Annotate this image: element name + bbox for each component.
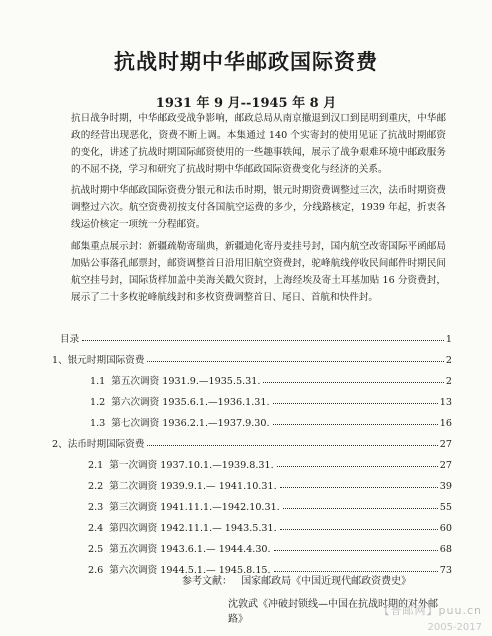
toc-leader bbox=[280, 529, 438, 530]
watermark-years: 2005-2017 bbox=[427, 622, 482, 633]
toc-item-number: 2.3 bbox=[88, 502, 104, 513]
toc-item-row bbox=[88, 517, 452, 534]
toc-page-number: 1 bbox=[445, 334, 452, 345]
toc-item-label: 第一次调资 1937.10.1.—1939.8.31. bbox=[109, 460, 274, 471]
paragraph-text: 抗日战争时期，中华邮政受战争影响，邮政总局从南京撤退到汉口到昆明到重庆，中华邮政的经营出现恶化，资费不断上调。本集通过 140 个实寄封的使用见证了抗战时期邮资的变化，讲述了抗战时期国际邮资使用的一些趣事轶闻，展示了战争艰难环境中邮政服务的不屈不挠，学习和研究了抗战时期中华邮政国际资费变化与经济的关系。 bbox=[71, 113, 446, 175]
toc-leader bbox=[273, 424, 438, 425]
toc-item-number: 2.4 bbox=[88, 523, 104, 534]
reference-item: 国家邮政局《中国近现代邮政资费史》 bbox=[241, 576, 412, 587]
toc-item-row bbox=[88, 496, 452, 513]
toc-item-label: 第六次调资 1944.5.1.— 1945.8.15. bbox=[109, 565, 271, 576]
reference-line bbox=[52, 572, 446, 587]
date-range: 1931 年 9 月--1945 年 8 月 bbox=[155, 96, 337, 111]
toc-page-number: 27 bbox=[439, 439, 452, 450]
toc-page-number: 13 bbox=[439, 397, 452, 408]
intro-paragraph bbox=[52, 110, 446, 178]
toc-section-row bbox=[52, 349, 452, 366]
toc-page-number: 27 bbox=[439, 460, 452, 471]
toc-page-number: 60 bbox=[439, 523, 452, 534]
toc-section-label: 法币时期国际资费 bbox=[67, 439, 145, 450]
toc-leader bbox=[274, 550, 438, 551]
toc-item-label: 第五次调资 1943.6.1.— 1944.4.30. bbox=[109, 544, 271, 555]
toc-page-number: 2 bbox=[445, 355, 452, 366]
toc-item-number: 2.1 bbox=[88, 460, 104, 471]
toc-item-row bbox=[90, 391, 452, 408]
toc-section-label: 银元时期国际资费 bbox=[67, 355, 145, 366]
toc-leader bbox=[277, 466, 438, 467]
toc-item-label: 第二次调资 1939.9.1.— 1941.10.31. bbox=[109, 481, 277, 492]
toc-leader bbox=[280, 487, 438, 488]
toc-item-number: 2.2 bbox=[88, 481, 104, 492]
toc-leader bbox=[82, 340, 444, 341]
toc-item-number: 1.1 bbox=[90, 376, 106, 387]
toc-leader bbox=[283, 508, 438, 509]
toc-item-number: 1.3 bbox=[90, 418, 106, 429]
toc-heading: 目录 bbox=[60, 334, 80, 345]
toc-section-number: 2、 bbox=[52, 439, 68, 450]
rates-paragraph bbox=[52, 182, 446, 233]
toc-page-number: 16 bbox=[439, 418, 452, 429]
toc-page-number: 39 bbox=[439, 481, 452, 492]
toc-section-row bbox=[52, 433, 452, 450]
toc-item-row bbox=[90, 412, 452, 429]
toc-item-label: 第六次调资 1935.6.1.—1936.1.31. bbox=[111, 397, 270, 408]
page-title: 抗战时期中华邮政国际资费 bbox=[114, 50, 378, 74]
toc-page-number: 68 bbox=[439, 544, 452, 555]
toc-leader bbox=[273, 403, 438, 404]
toc-section-number: 1、 bbox=[52, 355, 68, 366]
toc-item-label: 第三次调资 1941.11.1.—1942.10.31. bbox=[109, 502, 280, 513]
toc-item-number: 1.2 bbox=[90, 397, 106, 408]
toc-item-label: 第五次调资 1931.9.—1935.5.31. bbox=[111, 376, 261, 387]
paragraph-text: 邮集重点展示封：新疆疏勒寄瑞典，新疆迪化寄丹麦挂号封，国内航空改寄国际平函邮局加贴公事落孔邮票封，邮资调整首日沿用旧航空资费封，驼峰航线停收民间邮件时期民间航空挂号封，国际货样加盖中美海关戳欠资封，上海经埃及寄土耳基加贴 16 分资费封，展示了二十多枚驼峰航线封和多枚资费调整首日、尾日、首航和快件封。 bbox=[71, 241, 446, 303]
toc-page-number: 2 bbox=[445, 376, 452, 387]
toc-leader bbox=[147, 361, 443, 362]
references-label: 参考文献： bbox=[182, 576, 232, 587]
toc-item-label: 第四次调资 1942.11.1.— 1943.5.31. bbox=[109, 523, 277, 534]
toc-leader bbox=[147, 445, 437, 446]
reference-item: 沈敦武《冲破封锁线—中国在抗战时期的对外邮路》 bbox=[228, 599, 438, 625]
highlights-paragraph bbox=[52, 238, 446, 306]
toc-item-row bbox=[88, 475, 452, 492]
toc-page-number: 73 bbox=[439, 565, 452, 576]
toc-item-row bbox=[88, 538, 452, 555]
toc-heading-row bbox=[60, 328, 452, 345]
toc-item-number: 2.6 bbox=[88, 565, 104, 576]
watermark-site: 【普邮网】puu.cn bbox=[378, 604, 482, 617]
toc-item-number: 2.5 bbox=[88, 544, 104, 555]
paragraph-text: 抗战时期中华邮政国际资费分银元和法币时期，银元时期资费调整过三次，法币时期资费调整过六次。航空资费初按支付各国航空运费的多少，分线路核定，1939 年起，折衷各线运价核定一项统一分程邮资。 bbox=[71, 185, 446, 230]
toc-item-label: 第七次调资 1936.2.1.—1937.9.30. bbox=[111, 418, 270, 429]
toc-page-number: 55 bbox=[439, 502, 452, 513]
toc-item-row bbox=[90, 370, 452, 387]
toc-item-row bbox=[88, 454, 452, 471]
toc-leader bbox=[263, 382, 444, 383]
